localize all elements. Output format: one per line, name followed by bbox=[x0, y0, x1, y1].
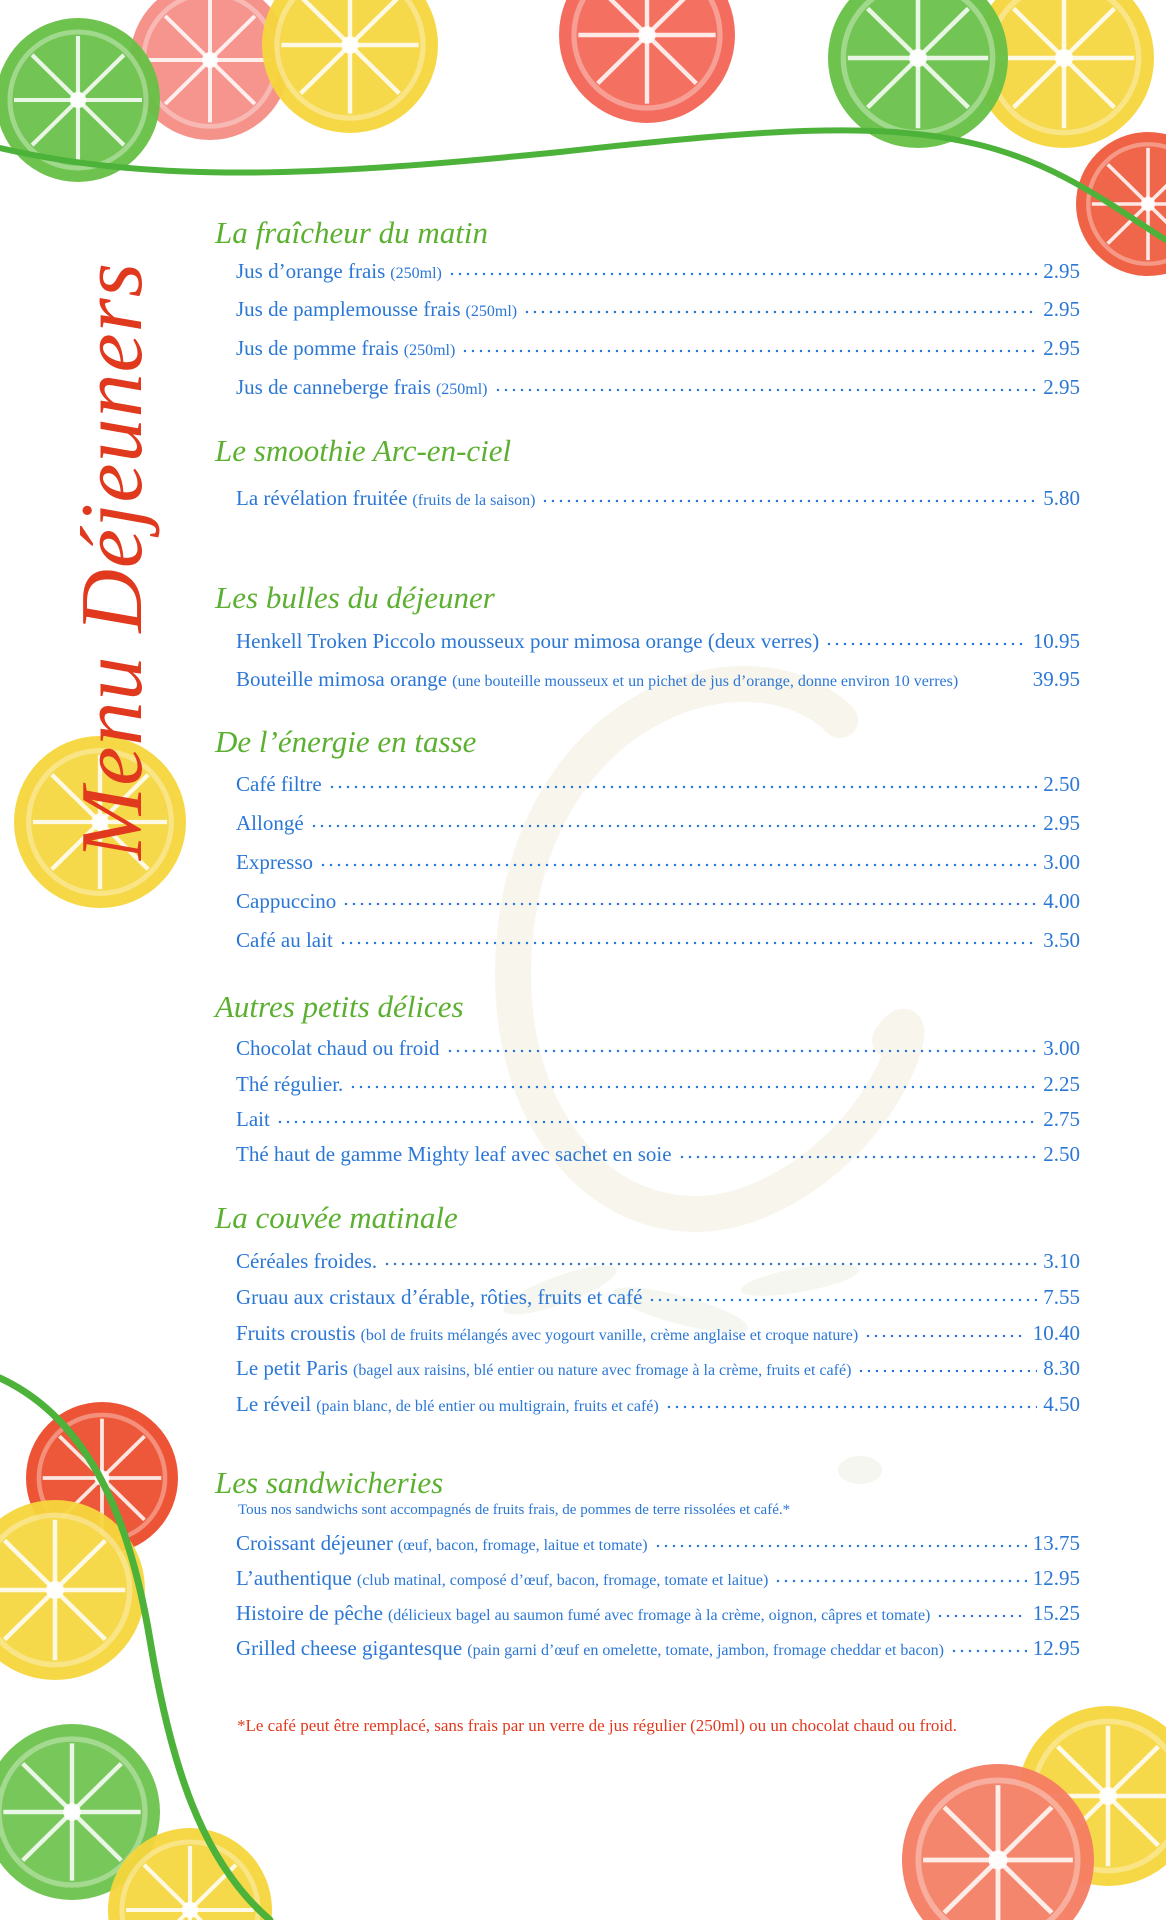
item-price: 2.50 bbox=[1043, 772, 1080, 796]
grapefruit-slice-icon bbox=[559, 0, 735, 123]
item-description: (club matinal, composé d’œuf, bacon, fromage, tomate et laitue) bbox=[356, 1572, 769, 1589]
item-name: Croissant déjeuner bbox=[236, 1531, 393, 1555]
menu-item bbox=[236, 1106, 1080, 1136]
item-name: Lait bbox=[236, 1107, 270, 1131]
dot-leader bbox=[319, 849, 1037, 869]
dot-leader bbox=[328, 771, 1038, 791]
menu-title: Menu Déjeuners bbox=[64, 261, 161, 860]
dot-leader bbox=[648, 1284, 1037, 1304]
item-name: Histoire de pêche bbox=[236, 1601, 383, 1625]
menu-item bbox=[236, 1391, 1080, 1421]
item-price: 7.55 bbox=[1043, 1285, 1080, 1309]
section-title: Les bulles du déjeuner bbox=[215, 580, 495, 615]
item-description: (250ml) bbox=[465, 303, 518, 320]
item-name: Jus d’orange frais bbox=[236, 259, 386, 283]
menu-item bbox=[236, 1141, 1080, 1171]
item-name: Jus de pomme frais bbox=[236, 336, 399, 360]
menu-item bbox=[236, 849, 1080, 879]
dot-leader bbox=[825, 628, 1027, 648]
menu-item bbox=[236, 1284, 1080, 1314]
footnote: *Le café peut être remplacé, sans frais par un verre de jus régulier (250ml) ou un chocolat chaud ou froid. bbox=[237, 1716, 957, 1735]
item-price: 15.25 bbox=[1032, 1601, 1080, 1625]
item-description: (bagel aux raisins, blé entier ou nature avec fromage à la crème, fruits et café) bbox=[352, 1362, 852, 1379]
item-price: 2.95 bbox=[1043, 811, 1080, 835]
item-description: (pain blanc, de blé entier ou multigrain, fruits et café) bbox=[316, 1398, 659, 1415]
menu-item bbox=[236, 335, 1080, 365]
item-price: 4.50 bbox=[1043, 1392, 1080, 1416]
dot-leader bbox=[654, 1530, 1027, 1550]
item-price: 3.50 bbox=[1043, 928, 1080, 952]
dot-leader bbox=[461, 335, 1037, 355]
item-name: Expresso bbox=[236, 850, 313, 874]
menu-item bbox=[236, 1635, 1080, 1665]
section-title: La fraîcheur du matin bbox=[215, 215, 488, 250]
dot-leader bbox=[857, 1355, 1037, 1375]
item-price: 2.25 bbox=[1043, 1072, 1080, 1096]
menu-item bbox=[236, 628, 1080, 658]
section-title: La couvée matinale bbox=[215, 1200, 458, 1235]
dot-leader bbox=[446, 1035, 1038, 1055]
item-name: La révélation fruitée bbox=[236, 486, 408, 510]
item-name: Le réveil bbox=[236, 1392, 312, 1416]
item-price: 2.75 bbox=[1043, 1107, 1080, 1131]
dot-leader bbox=[665, 1391, 1038, 1411]
menu-item bbox=[236, 1035, 1080, 1065]
dot-leader bbox=[523, 296, 1037, 316]
menu-item bbox=[236, 667, 1080, 697]
item-name: Fruits croustis bbox=[236, 1321, 356, 1345]
item-price: 5.80 bbox=[1043, 486, 1080, 510]
dot-leader bbox=[864, 1320, 1027, 1340]
dot-leader bbox=[339, 927, 1037, 947]
menu-item bbox=[236, 1355, 1080, 1385]
item-name: Cappuccino bbox=[236, 889, 337, 913]
section-note: Tous nos sandwichs sont accompagnés de fruits frais, de pommes de terre rissolées et café.* bbox=[238, 1502, 791, 1518]
top-swoosh bbox=[0, 130, 1166, 240]
item-price: 3.00 bbox=[1043, 1036, 1080, 1060]
item-description: (œuf, bacon, fromage, laitue et tomate) bbox=[397, 1537, 648, 1554]
item-description: (délicieux bagel au saumon fumé avec fromage à la crème, oignon, câpres et tomate) bbox=[387, 1607, 931, 1624]
dot-leader bbox=[310, 810, 1038, 830]
dot-leader bbox=[936, 1600, 1026, 1620]
item-description: (une bouteille mousseux et un pichet de jus d’orange, donne environ 10 verres) bbox=[452, 673, 959, 690]
item-price: 3.00 bbox=[1043, 850, 1080, 874]
item-price: 2.95 bbox=[1043, 259, 1080, 283]
menu-item bbox=[236, 485, 1080, 515]
item-description: (250ml) bbox=[390, 265, 442, 282]
menu-item bbox=[236, 927, 1080, 957]
section-title: Le smoothie Arc-en-ciel bbox=[215, 433, 512, 468]
item-price: 12.95 bbox=[1032, 1566, 1080, 1590]
dot-leader bbox=[678, 1141, 1038, 1161]
menu-item bbox=[236, 1071, 1080, 1101]
item-name: Chocolat chaud ou froid bbox=[236, 1036, 440, 1060]
menu-item bbox=[236, 771, 1080, 801]
item-description: (250ml) bbox=[435, 381, 488, 398]
section-title: Les sandwicheries bbox=[215, 1465, 444, 1500]
menu-item bbox=[236, 1600, 1080, 1630]
item-name: L’authentique bbox=[236, 1566, 352, 1590]
item-name: Henkell Troken Piccolo mousseux pour mimosa orange (deux verres) bbox=[236, 629, 820, 653]
item-price: 12.95 bbox=[1032, 1636, 1080, 1660]
item-name: Thé régulier. bbox=[236, 1072, 344, 1096]
item-name: Allongé bbox=[236, 811, 304, 835]
section-title: Autres petits délices bbox=[215, 989, 464, 1024]
dot-leader bbox=[774, 1565, 1026, 1585]
item-price: 13.75 bbox=[1032, 1531, 1080, 1555]
item-description: (250ml) bbox=[403, 342, 456, 359]
menu-item bbox=[236, 1530, 1080, 1560]
lime-slice-icon bbox=[828, 0, 1008, 148]
item-name: Gruau aux cristaux d’érable, rôties, fruits et café bbox=[236, 1285, 643, 1309]
menu-item bbox=[236, 258, 1080, 288]
item-name: Céréales froides. bbox=[236, 1249, 378, 1273]
item-price: 2.95 bbox=[1043, 336, 1080, 360]
item-price: 3.10 bbox=[1043, 1249, 1080, 1273]
dot-leader bbox=[383, 1248, 1037, 1268]
item-name: Grilled cheese gigantesque bbox=[236, 1636, 463, 1660]
item-price: 4.00 bbox=[1043, 889, 1080, 913]
menu-item bbox=[236, 1320, 1080, 1350]
item-name: Jus de canneberge frais bbox=[236, 375, 431, 399]
dot-leader bbox=[448, 258, 1037, 278]
item-price: 8.30 bbox=[1043, 1356, 1080, 1380]
dot-leader bbox=[541, 485, 1037, 505]
item-price: 2.50 bbox=[1043, 1142, 1080, 1166]
dot-leader bbox=[342, 888, 1037, 908]
menu-item bbox=[236, 1248, 1080, 1278]
item-description: (pain garni d’œuf en omelette, tomate, jambon, fromage cheddar et bacon) bbox=[467, 1642, 944, 1659]
menu-item bbox=[236, 374, 1080, 404]
menu-item bbox=[236, 296, 1080, 326]
item-price: 10.40 bbox=[1032, 1321, 1080, 1345]
item-name: Café au lait bbox=[236, 928, 333, 952]
dot-leader bbox=[950, 1635, 1027, 1655]
lime-slice-icon bbox=[0, 18, 160, 182]
item-description: (bol de fruits mélangés avec yogourt vanille, crème anglaise et croque nature) bbox=[360, 1327, 859, 1344]
item-price: 2.95 bbox=[1043, 297, 1080, 321]
lemon-slice-icon bbox=[262, 0, 438, 133]
item-name: Thé haut de gamme Mighty leaf avec sachet en soie bbox=[236, 1142, 672, 1166]
grapefruit-slice-icon bbox=[1076, 132, 1166, 276]
dot-leader bbox=[276, 1106, 1037, 1126]
menu-item bbox=[236, 1565, 1080, 1595]
item-price: 2.95 bbox=[1043, 375, 1080, 399]
item-name: Le petit Paris bbox=[236, 1356, 348, 1380]
item-name: Jus de pamplemousse frais bbox=[236, 297, 461, 321]
dot-leader bbox=[494, 374, 1038, 394]
menu-item bbox=[236, 810, 1080, 840]
item-price: 10.95 bbox=[1032, 629, 1080, 653]
item-description: (fruits de la saison) bbox=[412, 492, 536, 509]
section-title: De l’énergie en tasse bbox=[215, 724, 477, 759]
item-name: Bouteille mimosa orange bbox=[236, 667, 448, 691]
item-name: Café filtre bbox=[236, 772, 322, 796]
menu-item bbox=[236, 888, 1080, 918]
dot-leader bbox=[349, 1071, 1037, 1091]
item-price: 39.95 bbox=[1032, 667, 1080, 691]
